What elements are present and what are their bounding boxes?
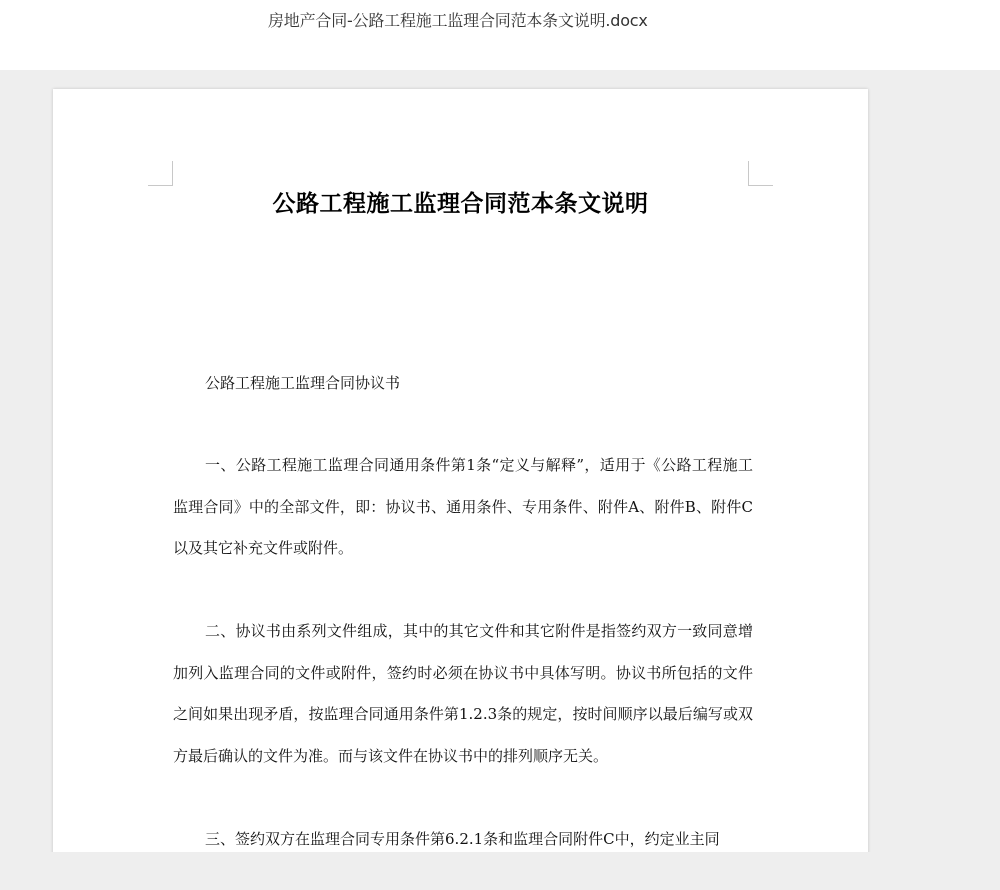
title-bar bbox=[0, 0, 1000, 70]
document-paragraph: 一、公路工程施工监理合同通用条件第1条“定义与解释”，适用于《公路工程施工监理合同》中的全部文件，即：协议书、通用条件、专用条件、附件A、附件B、附件C以及其它补充文件或附件。 bbox=[173, 456, 753, 557]
document-filename: 房地产合同-公路工程施工监理合同范本条文说明.docx bbox=[268, 11, 648, 30]
document-paragraph: 三、签约双方在监理合同专用条件第6.2.1条和监理合同附件C中，约定业主同 bbox=[205, 830, 720, 848]
document-title: 公路工程施工监理合同范本条文说明 bbox=[272, 191, 649, 217]
margin-corner-mark bbox=[148, 161, 173, 186]
document-paragraph: 二、协议书由系列文件组成，其中的其它文件和其它附件是指签约双方一致同意增加列入监理合同的文件或附件，签约时必须在协议书中具体写明。协议书所包括的文件之间如果出现矛盾，按监理合同通用条件第1.2.3条的规定，按时间顺序以最后编写或双方最后确认的文件为准。而与该文件在协议书中的排列顺序无关。 bbox=[173, 622, 753, 765]
document-subtitle: 公路工程施工监理合同协议书 bbox=[205, 374, 401, 392]
bottom-bar bbox=[0, 852, 1000, 890]
document-page bbox=[53, 89, 868, 869]
margin-corner-mark bbox=[748, 161, 773, 186]
